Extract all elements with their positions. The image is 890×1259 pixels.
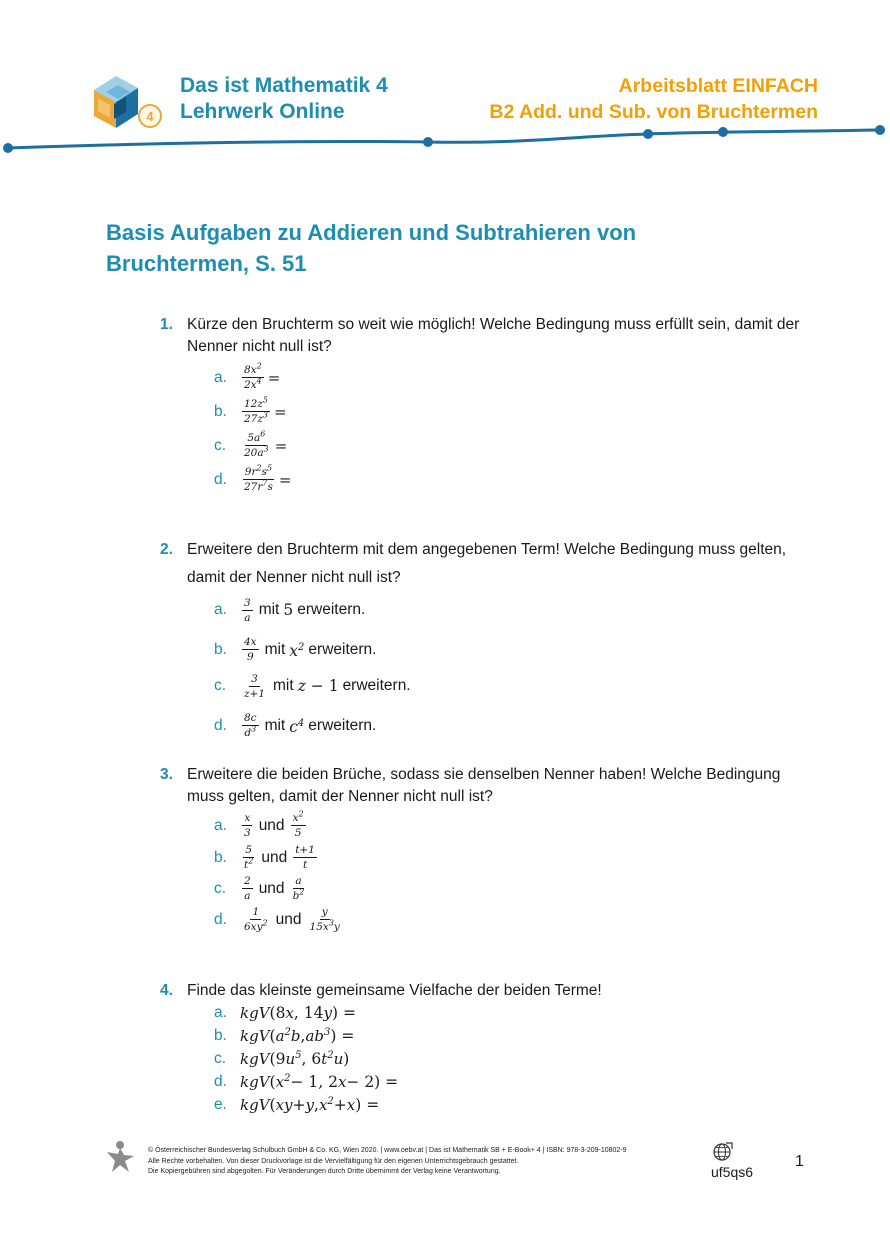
subtask-3c: c. $\frac{2}{a}$ und $\frac{a}{b^2}$ [214, 875, 305, 902]
subtask-2a: a. $\frac{3}{a}$ mit 5 erweitern. [214, 596, 366, 624]
worksheet-title [489, 73, 818, 125]
fraction: $\frac{3}{z+1}$ [244, 672, 266, 700]
fraction: $\frac{3}{a}$ [244, 596, 251, 624]
fraction: $\frac{a}{b^2}$ [292, 875, 305, 902]
publisher-logo-icon [104, 1140, 136, 1174]
subtask-3a: a. $\frac{x}{3}$ und $\frac{x^2}{5}$ [214, 809, 304, 839]
subtask-label: c. [214, 879, 227, 897]
subtask-label: d. [214, 910, 227, 928]
task-text: Kürze den Bruchterm so weit wie möglich! Welche Bedingung muss erfüllt sein, damit der Nenner nicht null ist? [187, 316, 800, 355]
fraction: $\frac{9r^2s^5}{27r^7s}$ [244, 463, 273, 493]
subtask-2d: d. $\frac{8c}{d^3}$ mit $c^4$ erweitern. [214, 712, 377, 740]
subtask-label: a. [214, 368, 227, 386]
subtask-label: c. [214, 1050, 227, 1067]
fraction: $\frac{4x}{9}$ [244, 636, 257, 664]
subtask-label: b. [214, 848, 227, 866]
header-wave-line [0, 120, 890, 160]
subtask-4c: c. kgV (9 $u^5$ , 6 $t^2u$ ) [214, 1050, 350, 1068]
copyright-notice: © Österreichischer Bundesverlag Schulbuch GmbH & Co. KG, Wien 2020. | www.oebv.at | Das ist Mathematik SB + E-Book+ 4 | ISBN: 978-3-209-10802-9 Alle Rechte vorbehalten. Von dieser Druckvorlage ist die Vervielfältigung für den eigenen Unterrichtsgebrauch gestattet. Die Kopiergebühren sind abgegolten. Für Veränderungen durch Dritte übernimmt der Verlag keine Verantwortung. [148, 1147, 627, 1175]
subtask-label: e. [214, 1096, 227, 1113]
online-code[interactable]: uf5qs6 [711, 1164, 754, 1180]
subtask-label: d. [214, 470, 227, 488]
fraction: $\frac{2}{a}$ [244, 875, 251, 902]
task-2 [160, 536, 800, 740]
task-4 [160, 980, 800, 1114]
task-1 [160, 314, 800, 493]
task-3 [160, 764, 800, 933]
subtask-3b: b. $\frac{5}{t^2}$ und $\frac{t+1}{t}$ [214, 844, 315, 871]
task-text: Finde das kleinste gemeinsame Vielfache der beiden Terme! [187, 982, 602, 999]
task-number: 1. [160, 316, 173, 333]
page-number: 1 [795, 1153, 804, 1170]
task-number: 4. [160, 982, 173, 999]
subtask-label: c. [214, 436, 227, 454]
fraction: $\frac{12z^5}{27z^3}$ [244, 395, 268, 425]
worksheet-topic: B2 Add. und Sub. von Bruchtermen [489, 101, 818, 123]
book-title-line1: Das ist Mathematik 4 [180, 74, 388, 97]
subtask-label: d. [214, 716, 227, 734]
task-number: 3. [160, 766, 173, 783]
page-title: Basis Aufgaben zu Addieren und Subtrahieren von Bruchtermen, S. 51 [106, 220, 637, 276]
globe-link-icon[interactable] [712, 1141, 734, 1163]
subtask-label: a. [214, 601, 227, 618]
subtask-1b: b. $\frac{12z^5}{27z^3}$ = [214, 395, 287, 425]
task-number: 2. [160, 541, 173, 558]
subtask-label: b. [214, 402, 227, 420]
subtask-label: a. [214, 816, 227, 834]
book-title-line2: Lehrwerk Online [180, 100, 345, 123]
subtask-4d: d. kgV ( $x^2$ − 1, 2 x − 2) = [214, 1073, 399, 1091]
fraction: $\frac{1}{6xy^2}$ [244, 906, 268, 933]
fraction: $\frac{y}{15x^3y}$ [309, 906, 340, 933]
subtask-4e: e. kgV ( xy + y , $x^2$ + x ) = [214, 1096, 380, 1114]
book-title [180, 73, 388, 125]
subtask-2c: c. $\frac{3}{z+1}$ mit z − 1 erweitern. [214, 672, 411, 700]
subtask-label: b. [214, 640, 227, 658]
subtask-1c: c. $\frac{5a^6}{20a^3}$ = [214, 429, 288, 459]
svg-text:4: 4 [146, 109, 154, 124]
subtask-label: a. [214, 1004, 227, 1021]
task-text: Erweitere die beiden Brüche, sodass sie denselben Nenner haben! Welche Bedingung muss gelten, damit der Nenner nicht null ist? [187, 766, 781, 805]
fraction: $\frac{5}{t^2}$ [244, 844, 254, 871]
task-text: Erweitere den Bruchterm mit dem angegebenen Term! Welche Bedingung muss gelten, damit der Nenner nicht null ist? [187, 541, 787, 586]
fraction: $\frac{8x^2}{2x^4}$ [244, 361, 262, 391]
fraction: $\frac{5a^6}{20a^3}$ [244, 429, 269, 459]
fraction: $\frac{x^2}{5}$ [292, 809, 304, 839]
subtask-label: b. [214, 1027, 227, 1044]
fraction: $\frac{x}{3}$ [244, 812, 251, 839]
subtask-label: d. [214, 1073, 227, 1090]
worksheet-level: Arbeitsblatt EINFACH [618, 75, 818, 97]
subtask-label: c. [214, 677, 227, 694]
subtask-2b: b. $\frac{4x}{9}$ mit $x^2$ erweitern. [214, 636, 377, 664]
fraction: $\frac{t+1}{t}$ [295, 844, 315, 871]
subtask-4a: a. kgV (8 x , 14 y ) = [214, 1004, 356, 1022]
fraction: $\frac{8c}{d^3}$ [244, 712, 257, 740]
subtask-3d: d. $\frac{1}{6xy^2}$ und $\frac{y}{15x^3y}$ [214, 906, 340, 933]
subtask-1a: a. $\frac{8x^2}{2x^4}$ = [214, 361, 281, 391]
subtask-4b: b. kgV ( $a^2b$ , $ab^3$ ) = [214, 1027, 355, 1045]
subtask-1d: d. $\frac{9r^2s^5}{27r^7s}$ = [214, 463, 292, 493]
